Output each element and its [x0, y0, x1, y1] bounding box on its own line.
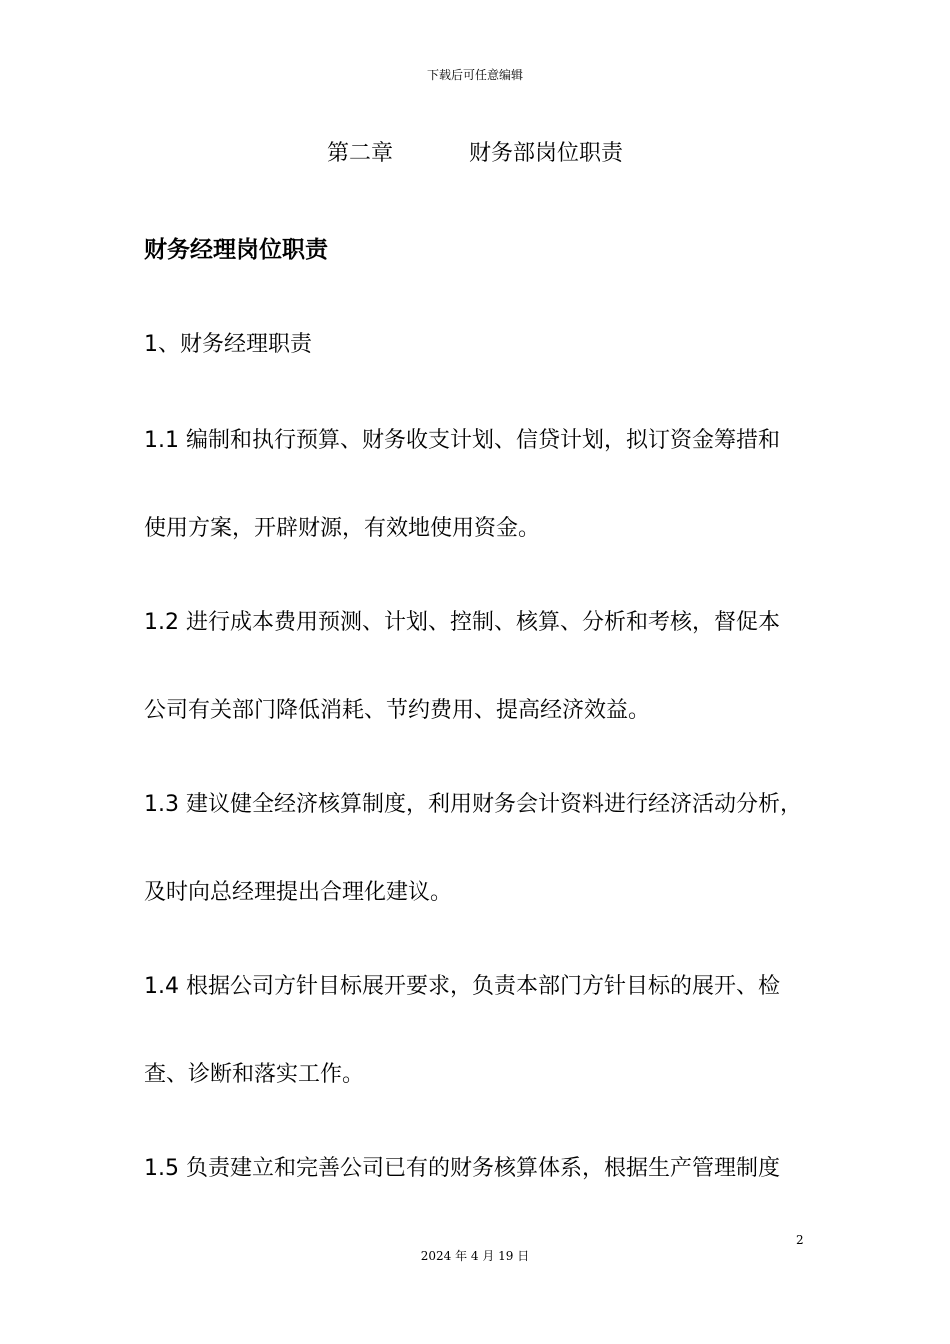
section-heading: 财务经理岗位职责	[144, 237, 328, 263]
body-line: 公司有关部门降低消耗、节约费用、提高经济效益。	[144, 698, 651, 723]
body-line: 1.4 根据公司方针目标展开要求，负责本部门方针目标的展开、检	[144, 974, 780, 999]
body-line: 1.1 编制和执行预算、财务收支计划、信贷计划，拟订资金筹措和	[144, 428, 780, 453]
body-line: 1.2 进行成本费用预测、计划、控制、核算、分析和考核，督促本	[144, 610, 780, 635]
body-line: 1、财务经理职责	[144, 332, 312, 357]
header-note: 下载后可任意编辑	[426, 68, 523, 82]
body-line: 1.5 负责建立和完善公司已有的财务核算体系，根据生产管理制度	[144, 1156, 780, 1181]
body-line: 及时向总经理提出合理化建议。	[144, 880, 453, 905]
body-line: 1.3 建议健全经济核算制度，利用财务会计资料进行经济活动分析，	[144, 792, 802, 817]
chapter-number: 第二章	[326, 141, 393, 166]
footer-date: 2024 年 4 月 19 日	[420, 1249, 530, 1263]
chapter-title	[0, 136, 950, 167]
body-line: 查、诊断和落实工作。	[144, 1062, 365, 1087]
chapter-name: 财务部岗位职责	[469, 141, 624, 166]
body-line: 使用方案，开辟财源，有效地使用资金。	[144, 516, 541, 541]
page-number: 2	[796, 1233, 804, 1247]
